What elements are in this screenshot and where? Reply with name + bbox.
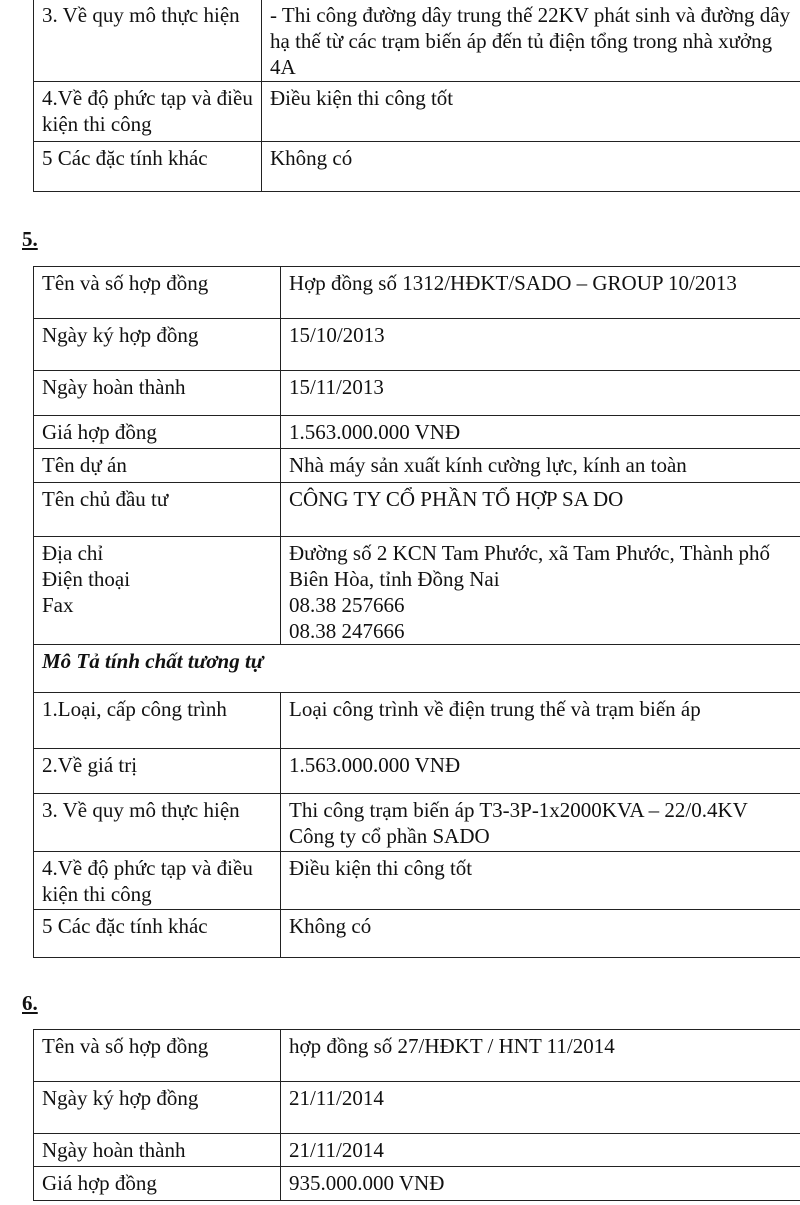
phone-value: 08.38 257666 — [289, 593, 405, 617]
table-row — [34, 1030, 800, 1082]
address-value: Đường số 2 KCN Tam Phước, xã Tam Phước, Thành phố Biên Hòa, tỉnh Đồng Nai — [289, 541, 771, 591]
row-value: 1.563.000.000 VNĐ — [281, 749, 800, 794]
row-label: Giá hợp đồng — [34, 416, 281, 449]
table-row — [34, 267, 800, 319]
section-heading-5: 5. — [22, 227, 38, 251]
table-row — [34, 1134, 800, 1167]
row-label: Ngày hoàn thành — [34, 371, 281, 416]
row-label: Ngày ký hợp đồng — [34, 1082, 281, 1134]
row-label: Giá hợp đồng — [34, 1167, 281, 1201]
row-label: 5 Các đặc tính khác — [34, 142, 262, 192]
table-row — [34, 1167, 800, 1201]
contact-values — [281, 537, 800, 645]
row-value: CÔNG TY CỔ PHẦN TỔ HỢP SA DO — [281, 483, 800, 537]
fax-label: Fax — [42, 593, 74, 617]
row-value: Điều kiện thi công tốt — [281, 852, 800, 910]
row-value: Nhà máy sản xuất kính cường lực, kính an toàn — [281, 449, 800, 483]
table-row-contact — [34, 537, 800, 645]
section-heading-6: 6. — [22, 991, 38, 1015]
row-value: Hợp đồng số 1312/HĐKT/SADO – GROUP 10/2013 — [281, 267, 800, 319]
row-label: Ngày ký hợp đồng — [34, 319, 281, 371]
row-label: 2.Về giá trị — [34, 749, 281, 794]
row-value: Không có — [262, 142, 800, 192]
row-label: 3. Về quy mô thực hiện — [34, 794, 281, 852]
row-value: 935.000.000 VNĐ — [281, 1167, 800, 1201]
table-section-6 — [33, 1029, 800, 1201]
row-value: hợp đồng số 27/HĐKT / HNT 11/2014 — [281, 1030, 800, 1082]
row-value: Điều kiện thi công tốt — [262, 82, 800, 142]
table-row — [34, 483, 800, 537]
table-row-desc-header — [34, 645, 800, 693]
table-row — [34, 910, 800, 958]
row-label: 4.Về độ phức tạp và điều kiện thi công — [34, 852, 281, 910]
row-label: 4.Về độ phức tạp và điều kiện thi công — [34, 82, 262, 142]
row-value: 21/11/2014 — [281, 1134, 800, 1167]
table-row — [34, 852, 800, 910]
table-row — [34, 319, 800, 371]
table-row — [34, 794, 800, 852]
row-value: Loại công trình về điện trung thế và trạm biến áp — [281, 693, 800, 749]
row-value: 15/11/2013 — [281, 371, 800, 416]
row-value: 1.563.000.000 VNĐ — [281, 416, 800, 449]
row-value: - Thi công đường dây trung thế 22KV phát sinh và đường dây hạ thế từ các trạm biến áp đến tủ điện tổng trong nhà xưởng 4A — [262, 0, 800, 82]
phone-label: Điện thoại — [42, 567, 131, 591]
row-value: 21/11/2014 — [281, 1082, 800, 1134]
table-row — [34, 449, 800, 483]
table-row — [34, 693, 800, 749]
contact-labels — [34, 537, 281, 645]
row-label: Tên chủ đầu tư — [34, 483, 281, 537]
table-row — [34, 142, 800, 192]
row-label: Tên và số hợp đồng — [34, 267, 281, 319]
row-value: 15/10/2013 — [281, 319, 800, 371]
table-row — [34, 749, 800, 794]
desc-header: Mô Tả tính chất tương tự — [34, 645, 800, 693]
table-row — [34, 0, 800, 82]
fax-value: 08.38 247666 — [289, 619, 405, 643]
table-row — [34, 82, 800, 142]
table-row — [34, 371, 800, 416]
row-value: Thi công trạm biến áp T3-3P-1x2000KVA – 22/0.4KV Công ty cổ phần SADO — [281, 794, 800, 852]
table-section-5 — [33, 266, 800, 958]
row-label: Tên dự án — [34, 449, 281, 483]
table-row — [34, 416, 800, 449]
row-label: Ngày hoàn thành — [34, 1134, 281, 1167]
row-label: 3. Về quy mô thực hiện — [34, 0, 262, 82]
row-label: Tên và số hợp đồng — [34, 1030, 281, 1082]
row-label: 1.Loại, cấp công trình — [34, 693, 281, 749]
address-label: Địa chỉ — [42, 541, 104, 565]
table-row — [34, 1082, 800, 1134]
table-continued — [33, 0, 800, 192]
row-value: Không có — [281, 910, 800, 958]
row-label: 5 Các đặc tính khác — [34, 910, 281, 958]
